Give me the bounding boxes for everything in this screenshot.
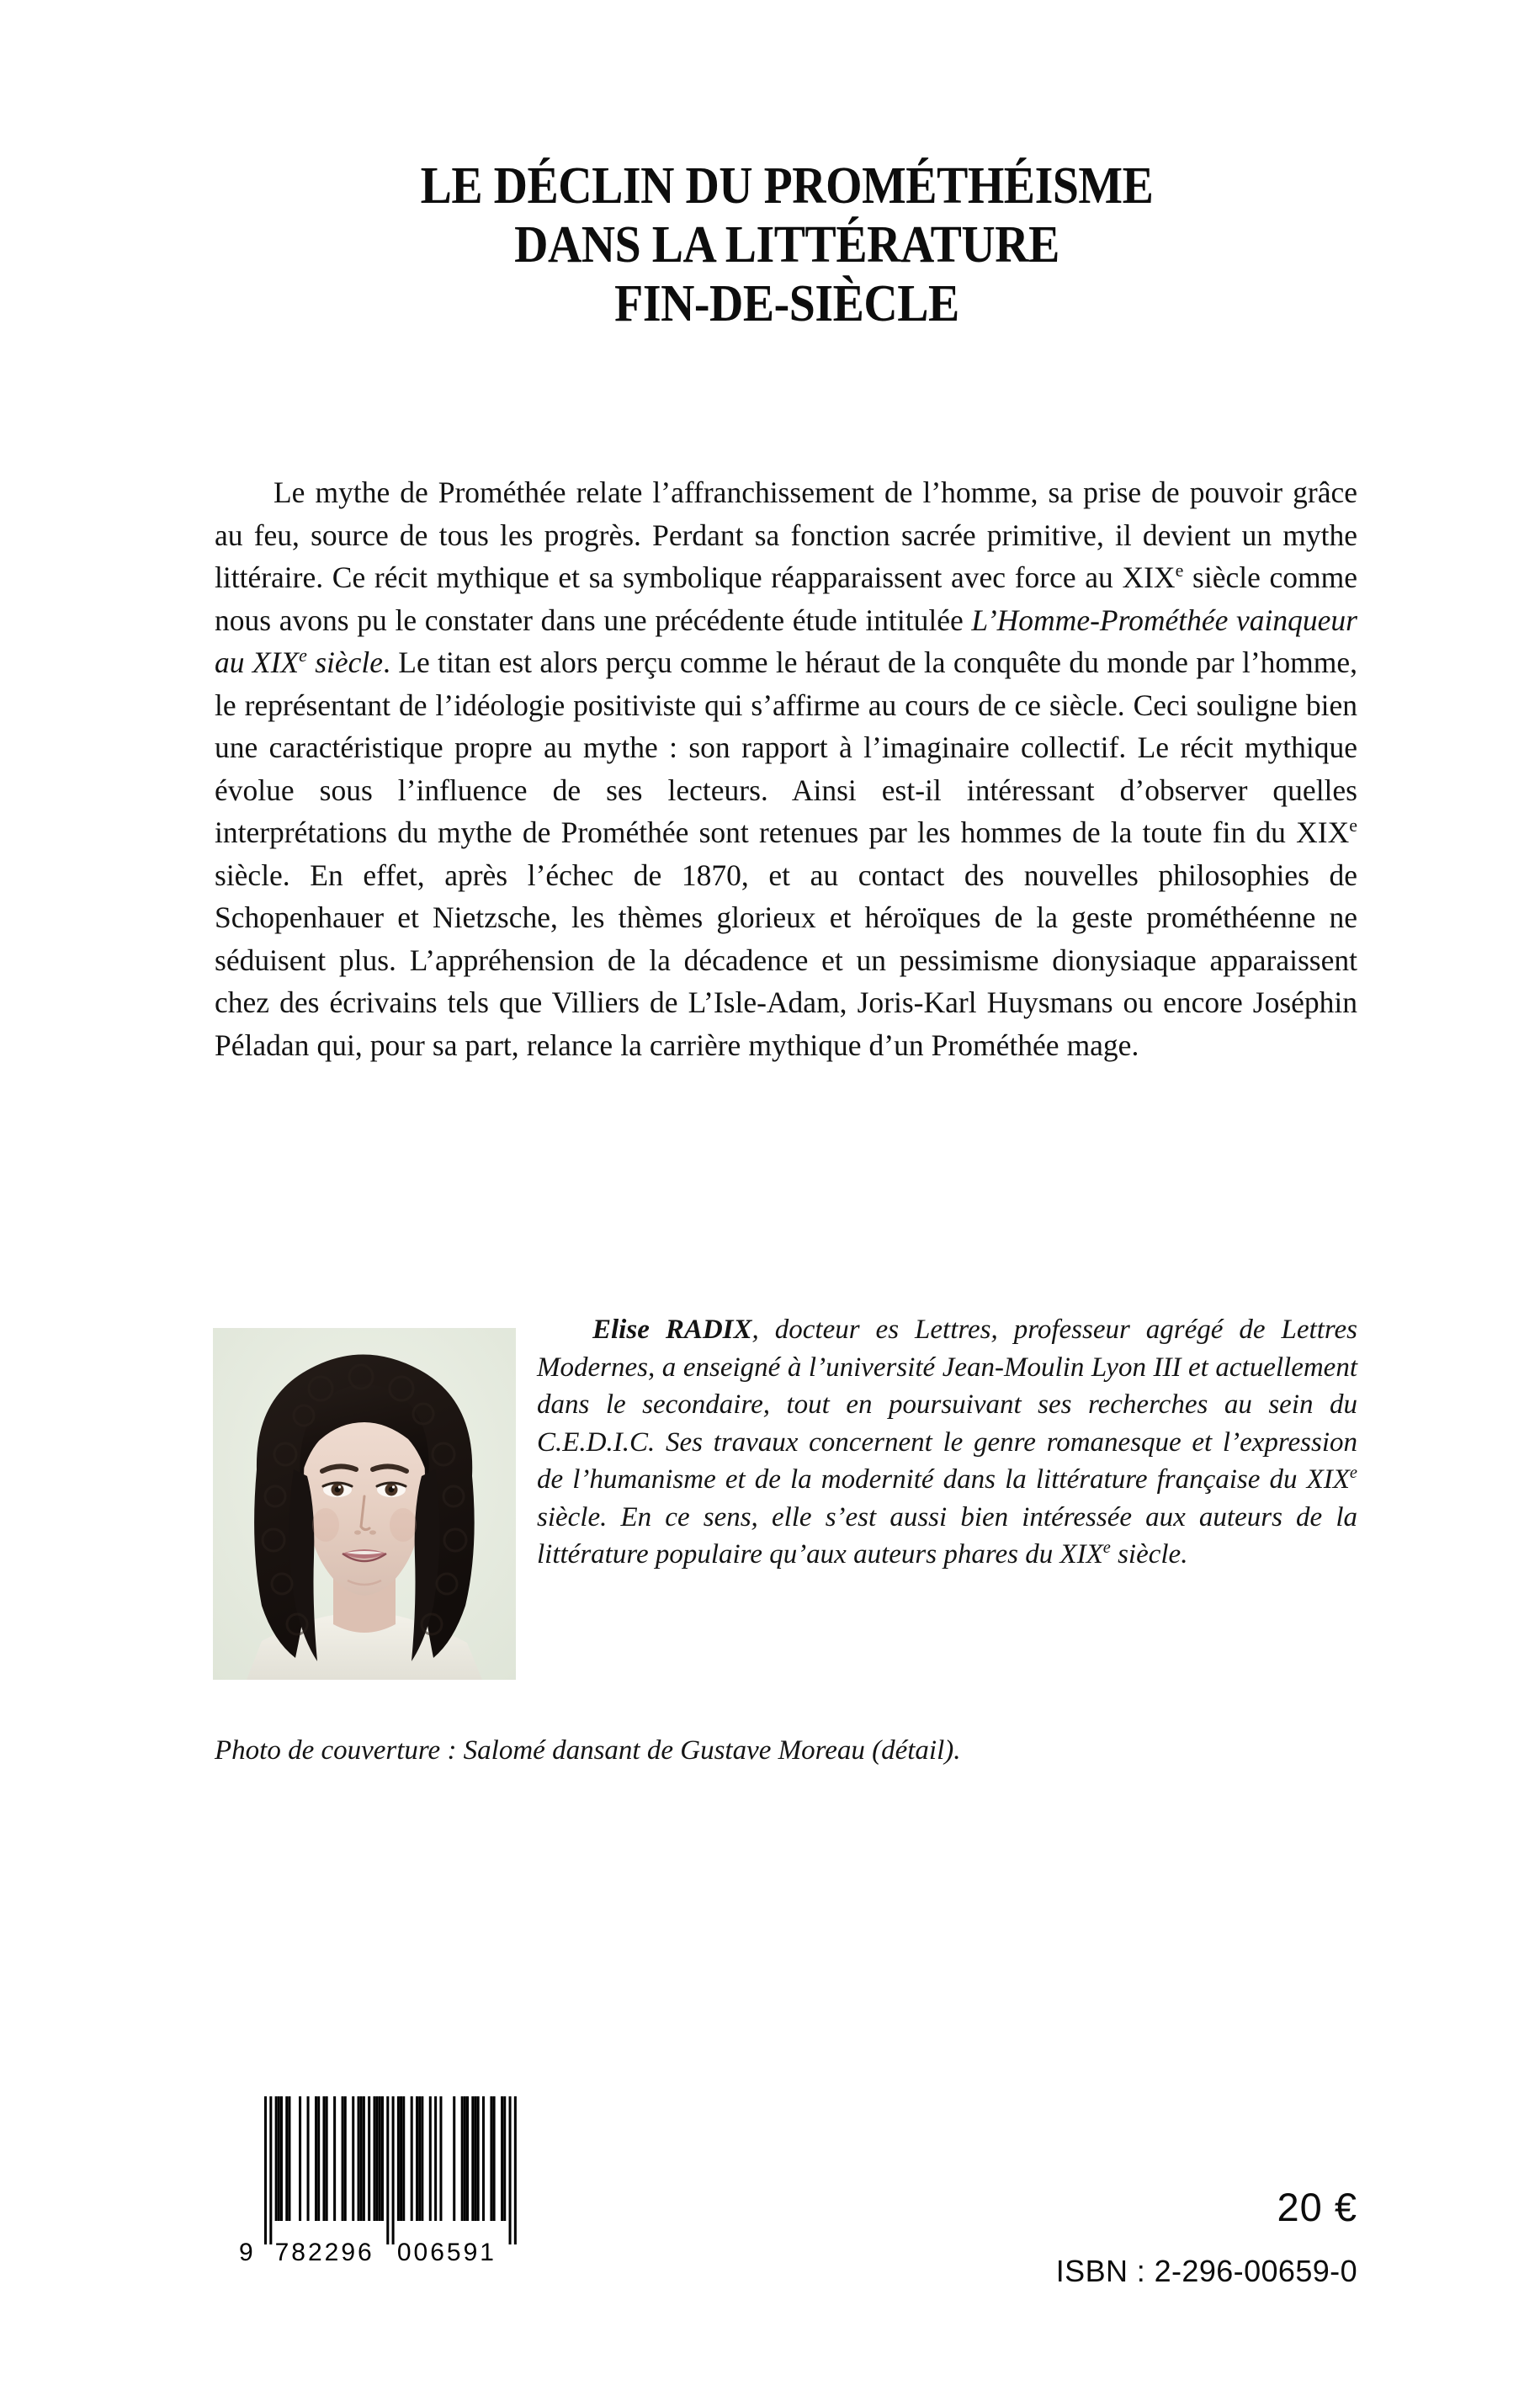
author-portrait-illustration [213, 1328, 516, 1680]
ean13-barcode [232, 2090, 527, 2266]
price-label: 20 € [1277, 2185, 1357, 2229]
book-summary: Le mythe de Prométhée relate l’affranchissement de l’homme, sa prise de pouvoir grâce au feu, source de tous les progrès. Perdant sa fonction sacrée primitive, il devient un mythe littéraire. Ce récit mythique et sa symbolique réapparaissent avec force au XIXe siècle comme nous avons pu le constater dans une précédente étude intitulée L’Homme-Prométhée vainqueur au XIXe siècle. Le titan est alors perçu comme le héraut de la conquête du monde par l’homme, le représentant de l’idéologie positiviste qui s’affirme au cours de ce siècle. Ceci souligne bien une caractéristique propre au mythe : son rapport à l’imaginaire collectif. Le récit mythique évolue sous l’influence de ses lecteurs. Ainsi est-il intéressant d’observer quelles interprétations du mythe de Prométhée sont retenues par les hommes de la toute fin du XIXe siècle. En effet, après l’échec de 1870, et au contact des nouvelles philosophies de Schopenhauer et Nietzsche, les thèmes glorieux et héroïques de la geste prométhéenne ne séduisent plus. L’appréhension de la décadence et un pessimisme dionysiaque apparaissent chez des écrivains tels que Villiers de L’Isle-Adam, Joris-Karl Huysmans ou encore Joséphin Péladan qui, pour sa part, relance la carrière mythique d’un Prométhée mage. [215, 475, 1358, 1062]
title-line-1: LE DÉCLIN DU PROMÉTHÉISME [420, 157, 1154, 215]
title-line-2: DANS LA LITTÉRATURE [514, 215, 1059, 274]
barcode-graphic [232, 2090, 527, 2266]
cover-photo-credit: Photo de couverture : Salomé dansant de Gustave Moreau (détail). [215, 1735, 961, 1766]
author-bio: Elise RADIX, docteur es Lettres, professeur agrégé de Lettres Modernes, a enseigné à l’université Jean-Moulin Lyon III et actuellement dans le secondaire, tout en poursuivant ses recherches au sein du C.E.D.I.C. Ses travaux concernent le genre romanesque et l’expression de l’humanisme et de la modernité dans la littérature française du XIXe siècle. En ce sens, elle s’est aussi bien intéressée aux auteurs de la littérature populaire qu’aux auteurs phares du XIXe siècle. [537, 1315, 1357, 1570]
page-title [215, 157, 1359, 337]
isbn-label: ISBN : 2-296-00659-0 [1055, 2254, 1357, 2288]
title-line-3: FIN-DE-SIÈCLE [614, 274, 959, 332]
author-name: Elise RADIX [592, 1315, 752, 1345]
author-photo [213, 1328, 516, 1680]
svg-text:9782296006591: 9 782296 006591 [239, 2239, 497, 2266]
